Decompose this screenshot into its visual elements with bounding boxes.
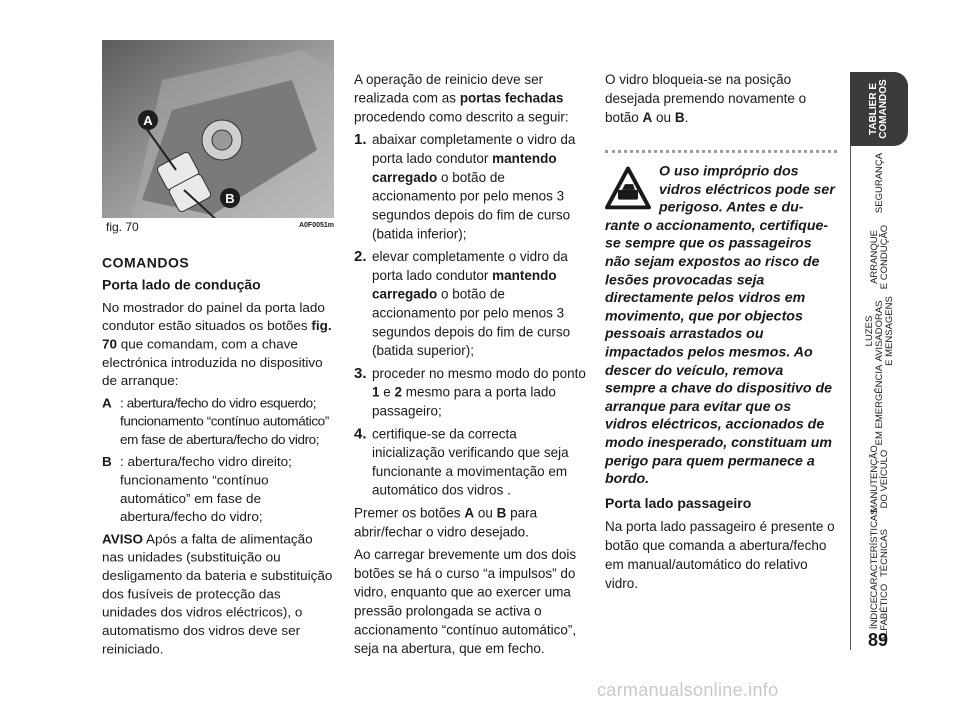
watermark: carmanualsonline.info	[597, 680, 779, 700]
step-4: 4. certifique-se da correcta inicialização verificando que seja funcionante a movimentação em automático dos vidros .	[354, 425, 569, 498]
figure-70	[102, 40, 334, 236]
column-2	[354, 70, 586, 662]
tab-seguranca[interactable]: SEGURANÇA	[850, 146, 908, 220]
warning-box	[605, 150, 837, 489]
section-heading: COMANDOS	[102, 254, 190, 271]
warning-triangle-icon	[605, 167, 651, 210]
svg-text:A: A	[143, 113, 153, 128]
aviso-paragraph: AVISO Após a falta de alimentação nas unidades (substituição ou desligamento da bateria e substituição dos fusíveis de protecção das unidades dos vidros eléctricos), o automatismo dos vidros deve ser reiniciado.	[102, 531, 333, 657]
warning-text: O uso impróprio dos vidros eléctricos pode ser perigoso. Antes e du- rante o accionamento, certifique-se sempre que os passageiros não sejam expostos ao risco de lesões provocadas seja directamente pelos vidros em movimento, que por objectos pessoais arrastados ou impactados pelos mesmos. Ao descer do veículo, remova sempre a chave do dispositivo de arranque para evitar que os vidros eléctricos, accionados de modo inesperado, constituam um perigo para quem permanece a bordo.	[605, 163, 835, 488]
label-a-marker	[138, 110, 158, 130]
svg-text:B: B	[225, 191, 235, 206]
tab-tablier-comandos[interactable]: TABLIER E COMANDOS	[850, 72, 908, 146]
column-3	[605, 70, 837, 131]
step-3: 3. proceder no mesmo modo do ponto 1 e 2 mesmo para a porta lado passageiro;	[354, 365, 586, 419]
passenger-paragraph: Na porta lado passageiro é presente o botão que comanda a abertura/fecho em manual/automático do relativo vidro.	[605, 519, 835, 591]
column-1	[102, 254, 334, 662]
block-paragraph: O vidro bloqueia-se na posição desejada premendo novamente o botão A ou B.	[605, 72, 807, 125]
label-b-marker	[220, 188, 240, 208]
subheading-driver-door: Porta lado de condução	[102, 277, 261, 293]
intro-paragraph: No mostrador do painel da porta lado condutor estão situados os botões fig. 70 que comandam, com a chave electrónica introduzida no dispositivo de arranque:	[102, 300, 332, 389]
figure-caption	[102, 220, 334, 236]
tab-manutencao[interactable]: MANUTENÇÃO DO VEÍCULO	[850, 442, 908, 516]
subheading-passenger-door: Porta lado passageiro	[605, 495, 752, 511]
tab-arranque-conducao[interactable]: ARRANQUE E CONDUÇÃO	[850, 220, 908, 294]
reset-intro: A operação de reinicio deve ser realizada com as portas fechadas procedendo como descrito a seguir:	[354, 71, 569, 125]
column-3-lower	[605, 494, 837, 597]
tab-caracteristicas[interactable]: CARACTERÍSTICAS TÉCNICAS	[850, 516, 908, 590]
tab-indice[interactable]: ÍNDICE ALFABÉTICO	[850, 576, 908, 650]
page-number: 89	[868, 630, 889, 650]
item-b: B : abertura/fecho vidro direito; funcionamento “contínuo automático” em fase de abertura/fecho do vidro;	[102, 454, 292, 525]
tab-luzes-avisadoras[interactable]: LUZES AVISADORAS E MENSAGENS	[850, 294, 908, 368]
step-1: 1. abaixar completamente o vidro da porta lado condutor mantendo carregado o botão de accionamento por pelo menos 3 segundos depois do fim de curso (batida inferior);	[354, 131, 576, 242]
figure-label: fig. 70	[106, 220, 139, 234]
figure-code: A0F0051m	[298, 222, 334, 229]
press-buttons-paragraph: Premer os botões A ou B para abrir/fechar o vidro desejado.	[354, 505, 538, 540]
impulse-paragraph: Ao carregar brevemente um dos dois botões se há o curso “a impulsos” do vidro, enquanto que ao exercer uma pressão prolongada se activa o accionamento “contínuo automático”, seja na abertura, que em fecho.	[354, 547, 577, 657]
item-a: A : abertura/fecho do vidro esquerdo; funcionamento “contínuo automático” em fase de abertura/fecho do vidro;	[102, 395, 329, 447]
door-switch-photo	[102, 40, 334, 218]
step-2: 2. elevar completamente o vidro da porta lado condutor mantendo carregado o botão de accionamento por pelo menos 3 segundos depois do fim de curso (batida superior);	[354, 248, 571, 359]
tab-em-emergencia[interactable]: EM EMERGÊNCIA	[850, 368, 908, 442]
